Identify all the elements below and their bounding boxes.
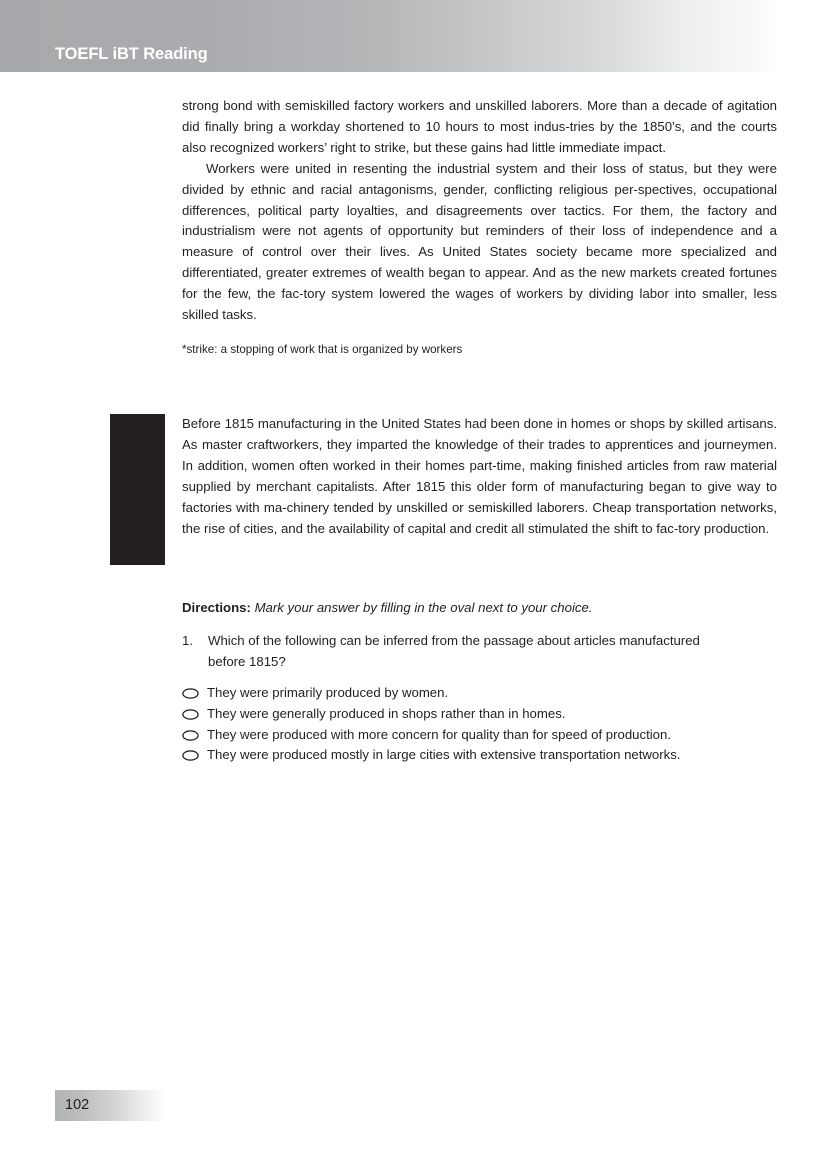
passage-paragraph: Before 1815 manufacturing in the United States had been done in homes or shops by skilled artisans. As master craftworkers, they imparted the knowledge of their trades to apprentices and journeymen. In addition, women often worked in their homes part-time, making finished articles from raw material supplied by merchant capitalists. After 1815 this older form of manufacturing began to give way to factories with ma-chinery tended by unskilled or semiskilled laborers. Cheap transportation networks, the rise of cities, and the availability of capital and credit all stimulated the shift to fac-tory production. (182, 416, 777, 536)
oval-icon[interactable] (182, 725, 207, 741)
answer-option-label: They were produced mostly in large cities with extensive transportation networks. (207, 747, 681, 763)
passage-paragraph: strong bond with semiskilled factory workers and unskilled laborers. More than a decade of agitation did finally bring a workday shortened to 10 hours to most indus-tries by the 1850’s, and the courts also recognized workers’ right to strike, but these gains had little immediate impact. (182, 98, 777, 155)
oval-icon[interactable] (182, 745, 207, 761)
answer-option[interactable] (182, 704, 777, 725)
answer-option-label: They were generally produced in shops rather than in homes. (207, 705, 566, 721)
question-area (182, 598, 777, 766)
answer-option[interactable] (182, 683, 777, 704)
answer-options-list (182, 683, 777, 766)
answer-option[interactable] (182, 725, 777, 746)
oval-icon[interactable] (182, 683, 207, 699)
directions-text: Mark your answer by filling in the oval next to your choice. (254, 600, 593, 615)
passage-footnote: *strike: a stopping of work that is organized by workers (182, 342, 463, 356)
answer-option-label: They were produced with more concern for quality than for speed of production. (207, 726, 672, 742)
question-number: 1. (182, 633, 193, 648)
directions-label: Directions: (182, 600, 251, 615)
question-item (182, 631, 777, 672)
passage-two-container (110, 414, 777, 539)
page-number: 102 (65, 1097, 90, 1113)
answer-option-label: They were primarily produced by women. (207, 685, 449, 700)
answer-option[interactable] (182, 745, 777, 766)
oval-icon[interactable] (182, 704, 207, 720)
passage-paragraph: Workers were united in resenting the industrial system and their loss of status, but they were divided by ethnic and racial antagonisms, gender, conflicting religious per-spectives, occupational differences, political party loyalties, and disagreements over tactics. For them, the factory and industrialism were not agents of opportunity but reminders of their loss of independence and a measure of control over their lives. As United States society became more specialized and differentiated, greater extremes of wealth began to appear. And as the new markets created fortunes for the few, the fac-tory system lowered the wages of workers by dividing labor into smaller, less skilled tasks. (182, 160, 777, 323)
passage-one-container (182, 96, 777, 358)
page-title: TOEFL iBT Reading (55, 45, 208, 63)
black-highlight-block (110, 414, 165, 565)
question-text: Which of the following can be inferred from the passage about articles manufactured before 1815? (208, 633, 700, 669)
page-header-bar (0, 0, 776, 72)
directions (182, 598, 777, 618)
